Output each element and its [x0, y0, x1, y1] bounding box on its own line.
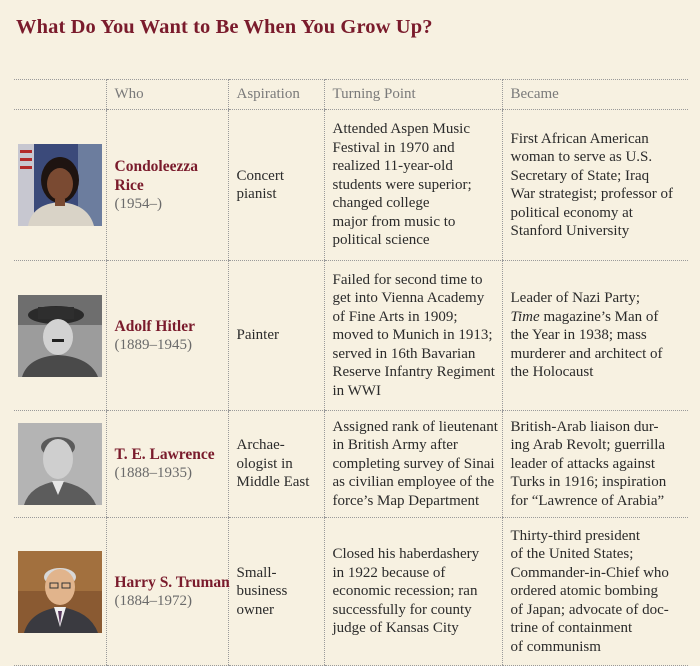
portrait-lawrence-photo — [18, 423, 102, 505]
aspiration-cell: Small- business owner — [228, 518, 324, 666]
person-name: T. E. Lawrence — [114, 446, 215, 463]
magazine-title: Time — [510, 308, 540, 325]
turning-point-cell: Assigned rank of lieutenant in British Army after completing survey of Sinai as civilian employee of the force’s Map Department — [324, 411, 502, 518]
aspiration-cell: Concert pianist — [228, 110, 324, 261]
portrait-rice-photo — [18, 144, 102, 226]
aspiration-cell: Painter — [228, 261, 324, 411]
header-turning-point: Turning Point — [324, 80, 502, 110]
became-cell: Thirty-third president of the United States; Commander-in-Chief who ordered atomic bombing of Japan; advocate of doc- trine of containment of communism — [502, 518, 688, 666]
page-title: What Do You Want to Be When You Grow Up? — [16, 16, 433, 38]
career-table — [14, 79, 688, 666]
table-row — [14, 411, 688, 518]
person-name: Condoleezza Rice — [114, 157, 199, 194]
turning-point-cell: Closed his haberdashery in 1922 because of economic recession; ran successfully for county judge of Kansas City — [324, 518, 502, 666]
header-became: Became — [502, 80, 688, 110]
person-dates: (1888–1935) — [114, 465, 192, 481]
portrait-truman-photo — [18, 551, 102, 633]
portrait-hitler-photo — [18, 295, 102, 377]
portrait-lawrence-image — [18, 423, 102, 505]
portrait-rice-image — [18, 144, 102, 226]
person-name: Adolf Hitler — [114, 317, 195, 335]
became-cell: Leader of Nazi Party; Time magazine’s Man of the Year in 1938; mass murderer and architect of the Holocaust — [502, 261, 688, 411]
header-photo — [14, 80, 106, 110]
became-cell: First African American woman to serve as U.S. Secretary of State; Iraq War strategist; professor of political economy at Stanford University — [502, 110, 688, 261]
header-row — [14, 80, 688, 110]
table-row — [14, 518, 688, 666]
became-cell: British-Arab liaison dur- ing Arab Revolt; guerrilla leader of attacks against Turks in 1916; inspiration for “Lawrence of Arabia” — [502, 411, 688, 518]
table-row — [14, 110, 688, 261]
header-aspiration: Aspiration — [228, 80, 324, 110]
header-who: Who — [106, 80, 228, 110]
aspiration-cell: Archae- ologist in Middle East — [228, 411, 324, 518]
person-dates: (1884–1972) — [114, 592, 192, 609]
turning-point-cell: Failed for second time to get into Vienna Academy of Fine Arts in 1909; moved to Munich in 1913; served in 16th Bavarian Reserve Infantry Regiment in WWI — [324, 261, 502, 411]
person-dates: (1889–1945) — [114, 336, 192, 353]
person-dates: (1954–) — [114, 195, 162, 212]
portrait-truman-image — [18, 551, 102, 633]
turning-point-cell: Attended Aspen Music Festival in 1970 and realized 11-year-old students were superior; changed college major from music to political science — [324, 110, 502, 261]
person-name: Harry S. Truman — [114, 573, 230, 591]
portrait-hitler-image — [18, 295, 102, 377]
table-row — [14, 261, 688, 411]
